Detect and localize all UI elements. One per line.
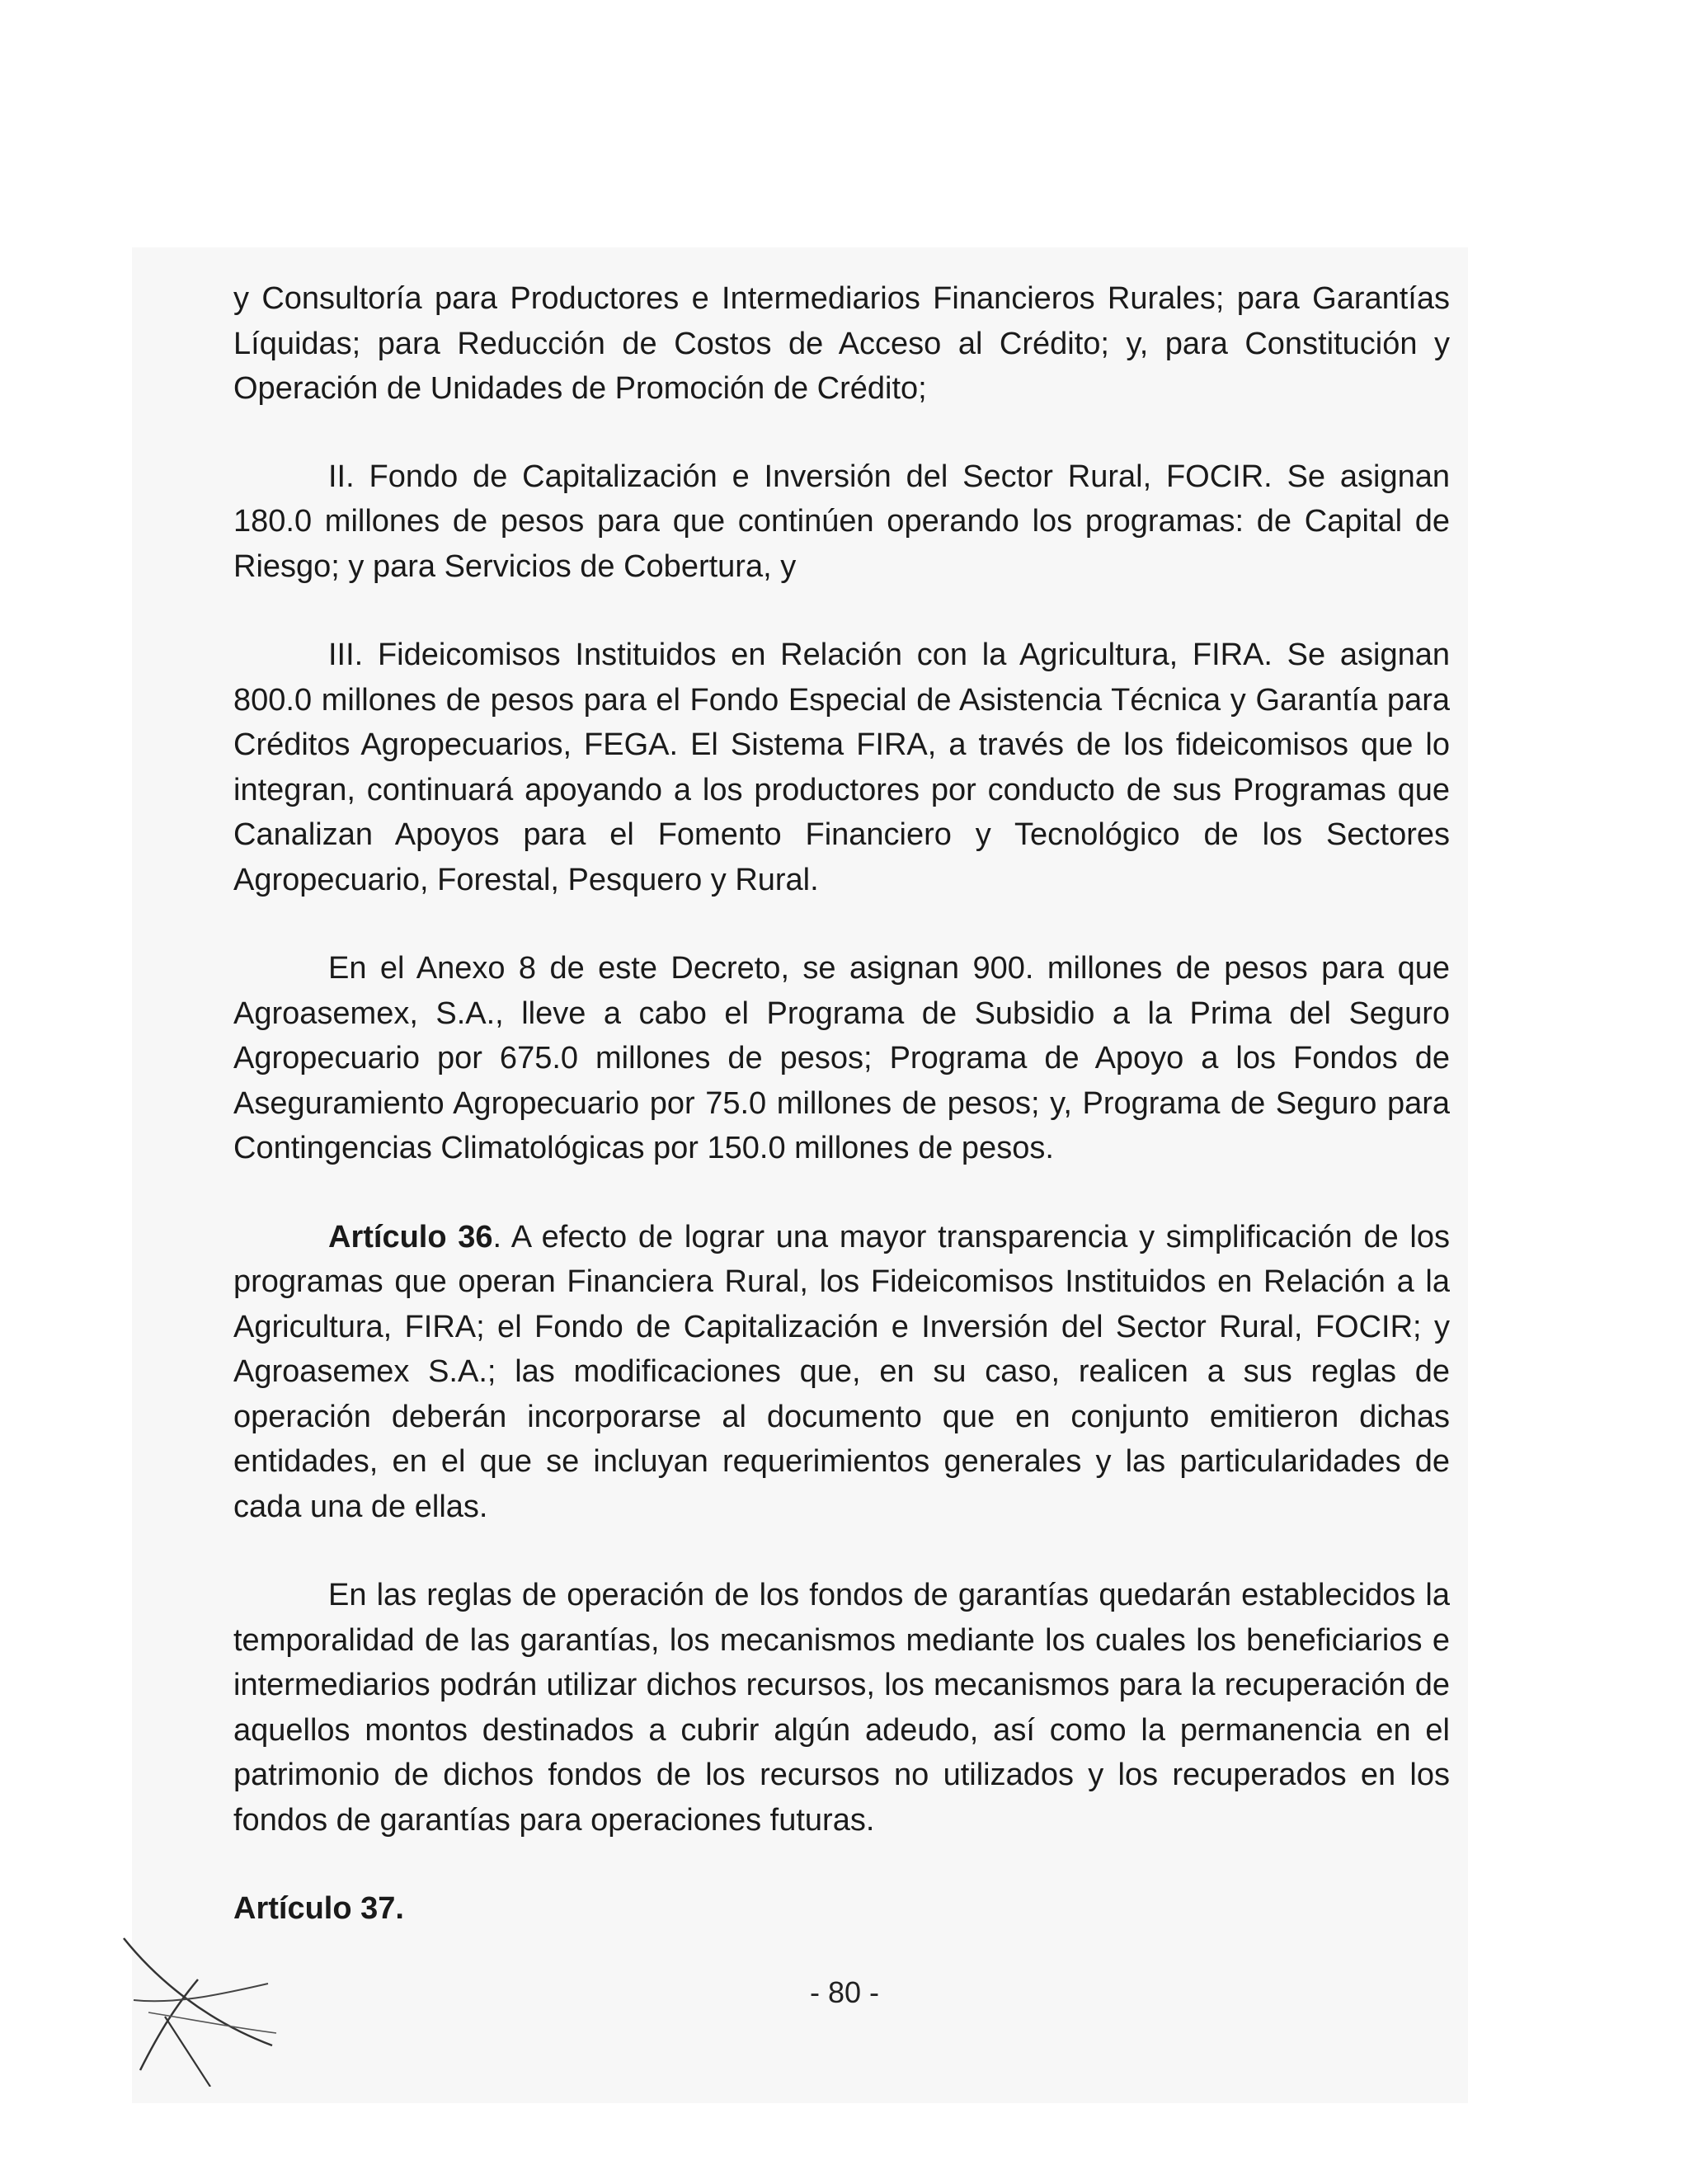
paragraph-reglas-garantias: En las reglas de operación de los fondos de garantías quedarán establecidos la temporalidad de las garantías, los mecanismos mediante los cuales los beneficiarios e intermediarios podrán utilizar dichos recursos, los mecanismos para la recuperación de aquellos montos destinados a cubrir algún adeudo, así como la permanencia en el patrimonio de dichos fondos de los recursos no utilizados y los recuperados en los fondos de garantías para operaciones futuras. (233, 1578, 1450, 1838)
article-37-heading: Artículo 37. (233, 1891, 404, 1926)
handwritten-signature (115, 1922, 289, 2087)
article-36-body: . A efecto de lograr una mayor transparencia y simplificación de los programas que operan Financiera Rural, los Fideicomisos Instituidos en Relación a la Agricultura, FIRA; el Fondo de Capitalización e Inversión del Sector Rural, FOCIR; y Agroasemex S.A.; las modificaciones que, en su caso, realicen a sus reglas de operación deberán incorporarse al documento que en conjunto emitieron dichas entidades, en el que se incluyan requerimientos generales y las particularidades de cada una de ellas. (233, 1219, 1450, 1524)
article-36-heading: Artículo 36 (328, 1219, 493, 1254)
paragraph-fira: III. Fideicomisos Instituidos en Relación con la Agricultura, FIRA. Se asignan 800.0 millones de pesos para el Fondo Especial de Asistencia Técnica y Garantía para Créditos Agropecuarios, FEGA. El Sistema FIRA, a través de los fideicomisos que lo integran, continuará apoyando a los productores por conducto de sus Programas que Canalizan Apoyos para el Fomento Financiero y Tecnológico de los Sectores Agropecuario, Forestal, Pesquero y Rural. (233, 638, 1450, 897)
article-36-paragraph (233, 1215, 1450, 1530)
paragraph-focir: II. Fondo de Capitalización e Inversión del Sector Rural, FOCIR. Se asignan 180.0 millones de pesos para que continúen operando los programas: de Capital de Riesgo; y para Servicios de Cobertura, y (233, 459, 1450, 584)
page-number: - 80 - (809, 1975, 880, 2009)
paragraph-consultoria: y Consultoría para Productores e Intermediarios Financieros Rurales; para Garantías Líquidas; para Reducción de Costos de Acceso al Crédito; y, para Constitución y Operación de Unidades de Promoción de Crédito; (233, 281, 1450, 406)
paragraph-anexo-8: En el Anexo 8 de este Decreto, se asignan 900. millones de pesos para que Agroasemex, S.A., lleve a cabo el Programa de Subsidio a la Prima del Seguro Agropecuario por 675.0 millones de pesos; Programa de Apoyo a los Fondos de Aseguramiento Agropecuario por 75.0 millones de pesos; y, Programa de Seguro para Contingencias Climatológicas por 150.0 millones de pesos. (233, 951, 1450, 1165)
document-body (233, 276, 1450, 1975)
